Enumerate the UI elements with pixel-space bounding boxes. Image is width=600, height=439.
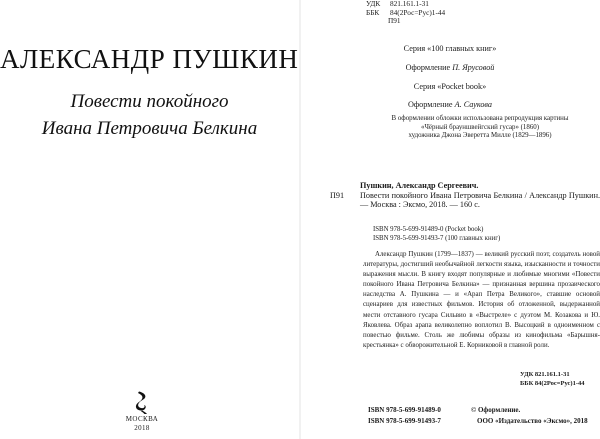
- record-isbn-list: [373, 225, 500, 243]
- copyright-notice: [471, 405, 588, 426]
- city-name: МОСКВА: [125, 415, 159, 423]
- author-name: АЛЕКСАНДР ПУШКИН: [0, 44, 299, 74]
- classification-block-bottom: [520, 371, 584, 388]
- udk-bottom: УДК 821.161.1-31: [520, 371, 570, 378]
- isbn-line: ISBN 978-5-699-91489-0: [368, 406, 441, 414]
- design-label: Оформление: [405, 63, 453, 72]
- isbn-bottom: [368, 405, 441, 426]
- series-100-books: Серия «100 главных книг»: [403, 44, 497, 53]
- udk-label: УДК: [366, 0, 381, 8]
- publisher-city: [112, 415, 172, 433]
- record-author: Пушкин, Александр Сергеевич.: [360, 181, 479, 190]
- left-page: [0, 0, 299, 439]
- copyright-line-2: ООО «Издательство «Эксмо», 2018: [477, 416, 588, 425]
- design-credit-2: [300, 100, 600, 109]
- right-page: [300, 0, 600, 439]
- classification-block-top: [366, 0, 445, 17]
- bbk-label: ББК: [366, 7, 380, 17]
- isbn-line: ISBN 978-5-699-91493-7: [368, 416, 441, 425]
- book-title-line-2: Ивана Петровича Белкина: [41, 118, 258, 139]
- bibliographic-record: [330, 181, 600, 210]
- designer-name: А. Саукова: [454, 100, 493, 109]
- bbk-bottom: ББК 84(2Рос=Рус)1-44: [520, 379, 585, 387]
- design-credit-1: [300, 63, 600, 72]
- udk-value: 821.161.1-31: [390, 0, 429, 8]
- book-annotation: Александр Пушкин (1799—1837) — великий русский поэт, создатель новой литературы, достигший необычайной легкости языка, изысканности и точности выражения мысли. В книгу входят популярные и любимые многими «Повести покойного Ивана Петровича Белкина» — признанная вершина прозаического наследства А. Пушкина — и «Арап Петра Великого», ставшие основой сценариев для известных фильмов. История об отложенной, выдержанной мести отставного гусара Сильвио в «Выстреле» с дуэтом М. Козакова и Ю. Яковлева. Образ арапа великолепно воплотил В. Высоцкий в одноименном с повестью фильме. Столь же любимы образы из кинофильма «Барышня-крестьянка» с обворожительной Е. Корниковой в главной роли.: [363, 251, 600, 349]
- designer-name: П. Ярусовой: [452, 63, 495, 72]
- author-code-top: П91: [388, 16, 401, 25]
- reproduction-line: В оформлении обложки использована репродукция картины: [391, 115, 569, 122]
- cover-reproduction-note: [360, 115, 600, 141]
- record-description: Повести покойного Ивана Петровича Белкина / Александр Пушкин. — Москва : Эксмо, 2018. — 160 с.: [360, 190, 600, 210]
- bbk-value: 84(2Рос=Рус)1-44: [390, 7, 446, 17]
- isbn-100-books: ISBN 978-5-699-91493-7 (100 главных книг): [373, 235, 501, 242]
- reproduction-line: художника Джона Эверетта Милле (1829—1896): [408, 132, 552, 140]
- eksmo-logo-icon: [131, 390, 153, 414]
- copyright-line-1: © Оформление.: [471, 406, 521, 414]
- reproduction-line: «Чёрный брауншвейгский гусар» (1860): [421, 123, 539, 131]
- book-title-line-1: Повести покойного: [70, 91, 229, 112]
- isbn-pocket-book: ISBN 978-5-699-91489-0 (Pocket book): [373, 226, 484, 233]
- record-code: П91: [330, 190, 345, 200]
- publication-year: 2018: [134, 424, 150, 432]
- series-pocket-book: Серия «Pocket book»: [413, 82, 487, 91]
- design-label: Оформление: [407, 100, 455, 109]
- book-title: [0, 88, 299, 142]
